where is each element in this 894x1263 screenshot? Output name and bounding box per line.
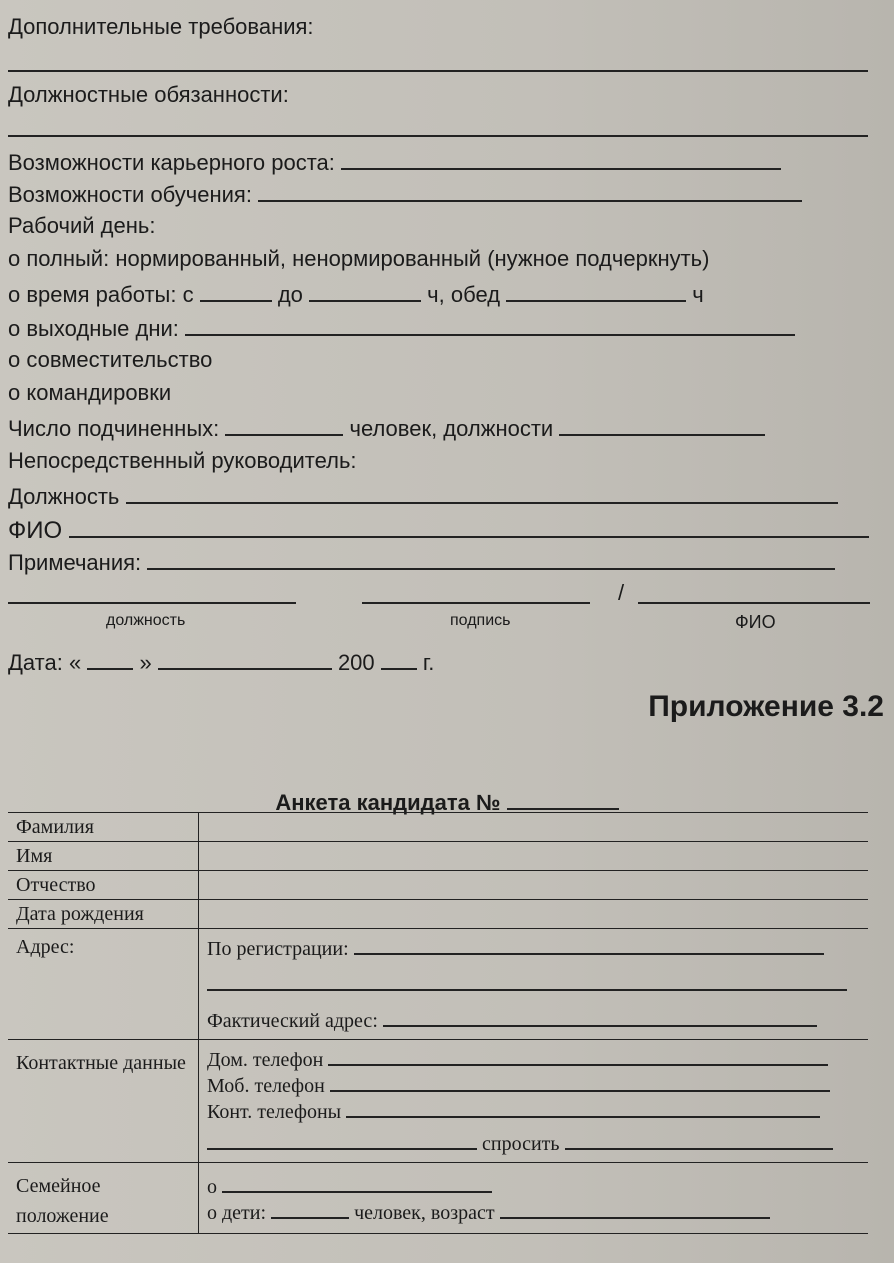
birth-date-cell <box>199 900 869 929</box>
kids-count-blank <box>271 1199 349 1219</box>
actual-address-blank <box>383 1007 817 1027</box>
patronymic-label: Отчество <box>8 871 199 900</box>
form-number-blank <box>507 788 619 810</box>
days-off-blank <box>185 314 795 336</box>
ask-row <box>207 1130 860 1156</box>
candidate-form-table <box>8 812 868 1234</box>
signature-fio-line <box>638 602 870 604</box>
work-time-from-blank <box>200 280 272 302</box>
part-time-option: о совместительство <box>8 347 213 372</box>
kids-age-label: человек, возраст <box>354 1202 495 1224</box>
mob-phone-blank <box>330 1072 830 1092</box>
name-label: Имя <box>8 842 199 871</box>
positions-label: человек, должности <box>349 416 554 441</box>
notes-label: Примечания: <box>8 550 142 575</box>
positions-blank <box>559 414 765 436</box>
training-label: Возможности обучения: <box>8 182 252 207</box>
address-extra-row <box>207 971 860 997</box>
address-label: Адрес: <box>8 929 199 1040</box>
family-status-row <box>207 1173 860 1199</box>
additional-requirements-label: Дополнительные требования: <box>8 14 314 39</box>
reg-address-label: По регистрации: <box>207 938 349 960</box>
cont-phones-row <box>207 1098 860 1124</box>
days-off-row <box>8 314 795 342</box>
surname-label: Фамилия <box>8 813 199 842</box>
notes-blank <box>147 548 835 570</box>
contacts-label: Контактные данные <box>8 1040 199 1163</box>
career-label: Возможности карьерного роста: <box>8 150 335 175</box>
career-row <box>8 148 781 176</box>
date-quote: » <box>139 650 152 675</box>
table-row <box>8 1040 868 1163</box>
home-phone-label: Дом. телефон <box>207 1049 324 1071</box>
family-label: Семейное положение <box>8 1163 199 1234</box>
contacts-cell <box>199 1040 869 1163</box>
notes-row <box>8 548 835 576</box>
patronymic-cell <box>199 871 869 900</box>
table-row <box>8 900 868 929</box>
work-time-to-label: до <box>277 282 303 307</box>
fio-row <box>8 516 869 544</box>
position-blank <box>126 482 838 504</box>
work-time-to-blank <box>309 280 421 302</box>
position-label: Должность <box>8 484 120 509</box>
actual-address-label: Фактический адрес: <box>207 1010 378 1032</box>
blank-line <box>8 70 868 72</box>
lunch-blank <box>506 280 686 302</box>
date-row <box>8 648 434 676</box>
home-phone-row <box>207 1046 860 1072</box>
lunch-label: ч, обед <box>427 282 501 307</box>
kids-row <box>207 1199 860 1225</box>
hours-unit: ч <box>692 282 704 307</box>
days-off-label: о выходные дни: <box>8 316 179 341</box>
address-extra-blank <box>207 971 847 991</box>
appendix-title: Приложение 3.2 <box>648 690 884 723</box>
ask-name-blank <box>207 1130 477 1150</box>
ask-label: спросить <box>482 1133 560 1155</box>
kids-age-blank <box>500 1199 770 1219</box>
family-cell <box>199 1163 869 1234</box>
address-cell <box>199 929 869 1040</box>
surname-cell <box>199 813 869 842</box>
workday-label: Рабочий день: <box>8 213 156 238</box>
fio-label: ФИО <box>8 517 63 544</box>
table-row <box>8 813 868 842</box>
manager-label: Непосредственный руководитель: <box>8 448 357 473</box>
trips-option: о командировки <box>8 380 172 405</box>
mob-phone-label: Моб. телефон <box>207 1075 325 1097</box>
date-year-prefix: 200 <box>337 650 375 675</box>
blank-line <box>8 135 868 137</box>
subordinates-blank <box>225 414 343 436</box>
mob-phone-row <box>207 1072 860 1098</box>
fio-blank <box>69 516 869 538</box>
signature-position-line <box>8 602 296 604</box>
form-title-text: Анкета кандидата № <box>275 790 501 815</box>
cont-phones-label: Конт. телефоны <box>207 1101 342 1123</box>
full-day-option: о полный: нормированный, ненормированный (нужное подчеркнуть) <box>8 246 710 271</box>
work-time-label: о время работы: с <box>8 282 194 307</box>
date-year-blank <box>381 648 417 670</box>
ask-blank <box>565 1130 833 1150</box>
subordinates-label: Число подчиненных: <box>8 416 220 441</box>
caption-position: должность <box>106 612 186 629</box>
date-day-blank <box>87 648 133 670</box>
position-row <box>8 482 838 510</box>
subordinates-row <box>8 414 765 442</box>
reg-address-row <box>207 935 860 961</box>
cont-phones-blank <box>346 1098 820 1118</box>
date-month-blank <box>158 648 332 670</box>
table-row <box>8 871 868 900</box>
actual-address-row <box>207 1007 860 1033</box>
birth-date-label: Дата рождения <box>8 900 199 929</box>
date-label: Дата: « <box>8 650 82 675</box>
date-year-unit: г. <box>422 650 435 675</box>
career-blank <box>341 148 781 170</box>
signature-slash: / <box>618 580 625 605</box>
table-row <box>8 1163 868 1234</box>
training-row <box>8 180 802 208</box>
work-time-row <box>8 280 704 308</box>
home-phone-blank <box>328 1046 828 1066</box>
table-row <box>8 842 868 871</box>
family-status-marker: о <box>207 1176 217 1198</box>
name-cell <box>199 842 869 871</box>
training-blank <box>258 180 802 202</box>
kids-label: о дети: <box>207 1202 267 1224</box>
table-row <box>8 929 868 1040</box>
family-status-blank <box>222 1173 492 1193</box>
duties-label: Должностные обязанности: <box>8 82 289 107</box>
reg-address-blank <box>354 935 824 955</box>
caption-fio: ФИО <box>735 612 776 632</box>
caption-signature: подпись <box>450 612 511 629</box>
signature-line <box>362 602 590 604</box>
